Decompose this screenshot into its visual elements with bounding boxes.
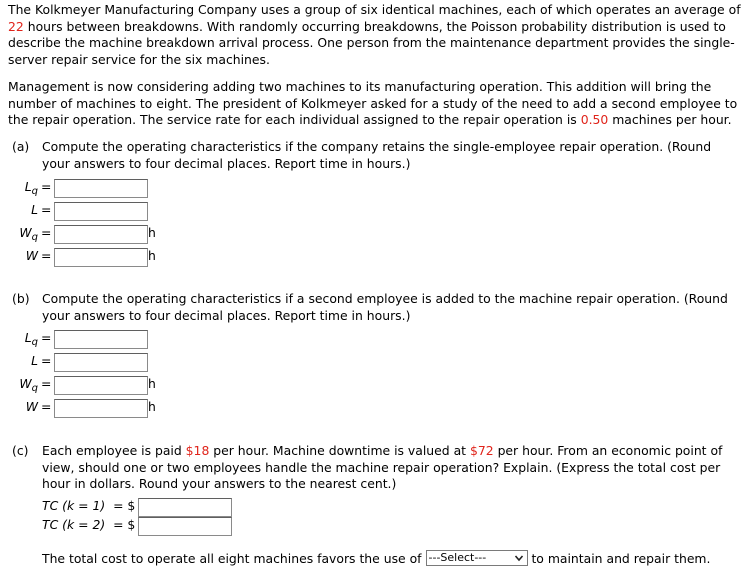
part-b-l-input[interactable] — [54, 353, 148, 372]
employees-select[interactable]: ---Select--- — [426, 550, 528, 566]
part-c-letter: (c) — [12, 443, 29, 458]
tc-k1-row: TC (k = 1) = $ — [42, 497, 135, 515]
downtime-cost-value: $72 — [469, 443, 494, 458]
part-b-wq-input[interactable] — [54, 376, 148, 395]
part-a-l-input[interactable] — [54, 202, 148, 221]
hours-unit: h — [148, 248, 156, 263]
chevron-down-icon — [514, 553, 524, 563]
part-b-question: Compute the operating characteristics if a second employee is added to the machine repair operation. (Round your answers to four decimal places. Report time in hours.) — [42, 291, 728, 323]
part-b-w-input[interactable] — [54, 399, 148, 418]
part-a-letter: (a) — [12, 139, 30, 154]
hours-unit: h — [148, 399, 156, 414]
tc-k2-row: TC (k = 2) = $ — [42, 516, 135, 534]
service-rate-value: 0.50 — [580, 112, 609, 128]
hours-unit: h — [148, 225, 156, 240]
part-c-question: Each employee is paid $18 per hour. Machine downtime is valued at $72 per hour. From an economic point of view, should one or two employees handle the machine repair operation? Explain. (Express the total cost per hour in dollars. Round your answers to the nearest cent.) — [42, 443, 723, 491]
part-a-w-input[interactable] — [54, 248, 148, 267]
conclusion-sentence: The total cost to operate all eight machines favors the use of ---Select--- to maintain and repair them. — [42, 551, 711, 566]
part-a-lq-input[interactable] — [54, 179, 148, 198]
part-b-letter: (b) — [12, 291, 30, 306]
part-a-wq-input[interactable] — [54, 225, 148, 244]
tc-k2-input[interactable] — [138, 517, 232, 536]
part-a-question: Compute the operating characteristics if the company retains the single-employee repair operation. (Round your answers to four decimal places. Report time in hours.) — [42, 139, 712, 171]
hours-unit: h — [148, 376, 156, 391]
intro-paragraph-1: The Kolkmeyer Manufacturing Company uses a group of six identical machines, each of which operates an average of 22 hours between breakdowns. With randomly occurring breakdowns, the Poisson probability distribution is used to describe the machine breakdown arrival process. One person from the maintenance department provides the single-server repair service for the six machines. — [8, 2, 741, 68]
intro-paragraph-2: Management is now considering adding two machines to its manufacturing operation. This addition will bring the number of machines to eight. The president of Kolkmeyer asked for a study of the need to add a second employee to the repair operation. The service rate for each individual assigned to the repair operation is 0.50 machines per hour. — [8, 79, 738, 128]
wage-value: $18 — [185, 443, 210, 458]
hours-value: 22 — [8, 18, 24, 34]
part-b-lq-input[interactable] — [54, 330, 148, 349]
tc-k1-input[interactable] — [138, 498, 232, 517]
